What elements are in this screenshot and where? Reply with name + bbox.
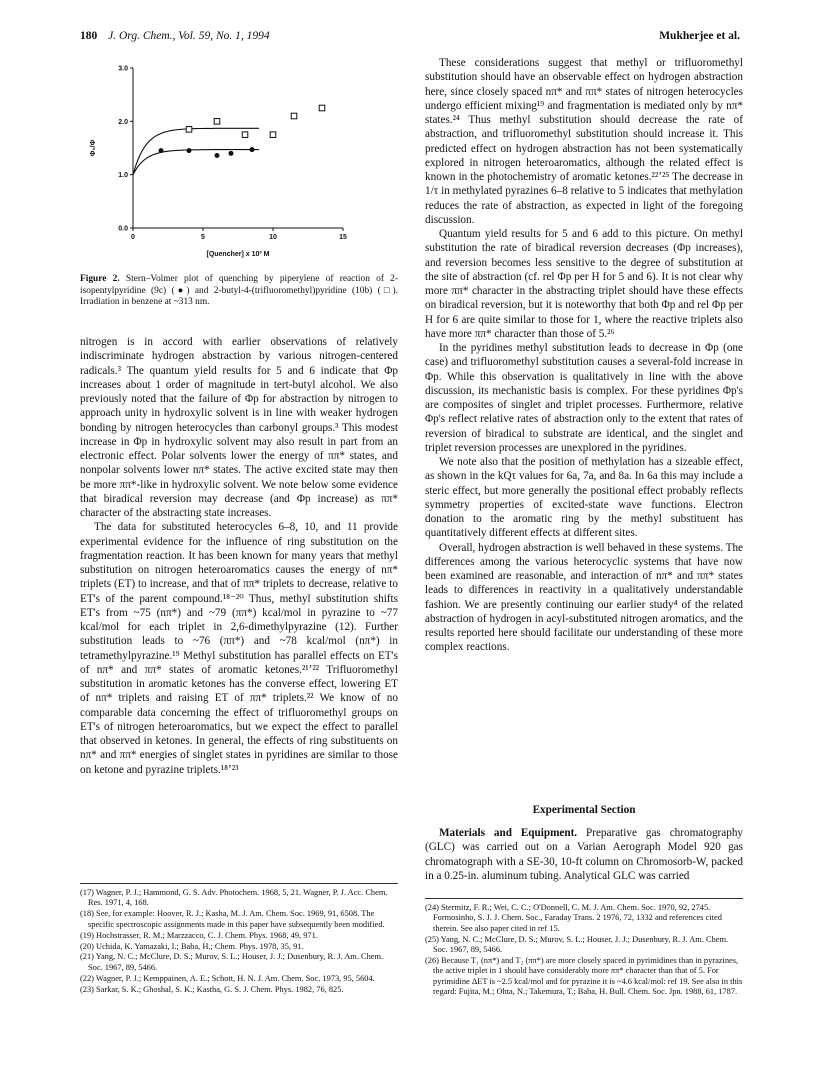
x-tick-label: 15	[339, 234, 347, 241]
data-point-filled-circle	[229, 151, 234, 156]
journal-citation: J. Org. Chem., Vol. 59, No. 1, 1994	[108, 30, 270, 42]
left-column	[80, 335, 398, 777]
page-number: 180	[80, 30, 98, 42]
y-tick-label: 3.0	[118, 65, 128, 73]
data-point-open-square	[242, 132, 248, 138]
y-tick-label: 0.0	[118, 225, 128, 233]
footnote-item: (20) Uchida, K. Yamazaki, I.; Baba, H.; Chem. Phys. 1978, 35, 91.	[80, 941, 304, 951]
right-paragraph-1: These considerations suggest that methyl or trifluoromethyl substitution should have an observable effect on hydrogen abstraction here, since closely spaced nπ* and ππ* states of nitrogen heterocycles undergo efficient mixing¹⁹ and fragmentation is mediated only by nπ* states.²⁴ Thus methyl substitution should decrease the rate of abstraction, and trifluoromethyl substitution should increase it. This predicted effect on hydrogen abstraction has not been systematically explored in nitrogen heteroaromatics, although the related effect is known in the photochemistry of aromatic ketones.²²ʼ²⁵ The decrease in 1/τ in methylated pyrazines 6–8 relative to 5 indicates that methylation reduces the rate of abstraction, as expected in light of the foregoing discussion.	[425, 57, 743, 226]
data-point-open-square	[270, 132, 276, 138]
footnote-item: (21) Yang, N. C.; McClure, D. S.; Murov, S. L.; Houser, J. J.; Dusenbury, R. J. Am. Chem. Soc. 1967, 89, 5466.	[80, 952, 384, 972]
caption-label: Figure 2.	[80, 274, 120, 284]
section-heading: Experimental Section	[532, 804, 636, 816]
footnote-item: (24) Stermitz, F. R.; Wei, C. C.; O'Donnell, C. M. J. Am. Chem. Soc. 1970, 92, 2745. Formosinho, S. J. J. Chem. Soc., Faraday Trans. 2 1976, 72, 1332 and references cited therein. See also paper cited in ref 15.	[425, 903, 722, 933]
footnotes-right	[425, 898, 743, 998]
figure-caption	[80, 274, 398, 309]
footnote-item: (19) Hochstrasser, R. M.; Marzzacco, C. J. Chem. Phys. 1968, 49, 971.	[80, 930, 318, 940]
fit-curve	[133, 150, 259, 175]
stern-volmer-plot	[80, 56, 398, 274]
header-left	[80, 30, 270, 42]
footnote-item: (18) See, for example: Hoover, R. J.; Kasha, M. J. Am. Chem. Soc. 1969, 91, 6508. The specific spectroscopic assignments made in this paper have subsequently been modified.	[80, 909, 385, 929]
right-paragraph-3: In the pyridines methyl substitution leads to decrease in Φp (one case) and trifluoromethyl substitution causes a several-fold increase in Φp. While this observation is qualitatively in line with the above discussion, its mechanistic basis is complex. For these pyridines Φp's are composites of singlet and triplet processes. Furthermore, relative Φp's reflect relative rates of abstraction only to the extent that rates of reversion of biradical to substrate are identical, and the singlet and triplet reversion processes are unexplored in the pyridines.	[425, 342, 743, 454]
data-point-filled-circle	[187, 148, 192, 153]
data-point-filled-circle	[159, 148, 164, 153]
running-authors: Mukherjee et al.	[659, 30, 740, 42]
caption-text: Stern–Volmer plot of quenching by piperylene of reaction of 2-isopentylpyridine (9c) (●) and 2-butyl-4-(trifluoromethyl)pyridine (10b) (□). Irradiation in benzene at ~313 nm.	[80, 274, 398, 307]
data-point-filled-circle	[250, 147, 255, 152]
footnote-item: (26) Because T₁ (nπ*) and T₂ (ππ*) are more closely spaced in pyrimidines than in pyrazines, the active triplet in 1 should have considerably more ππ* character than that of 5. For pyrimidine ΔET is ~2.5 kcal/mol and for pyrazine it is ~4.6 kcal/mol: ref 19. See also in this regard: Fujita, M.; Ohta, N.; Takemura, T.; Baba, H. Bull. Chem. Soc. Jpn. 1988, 61, 1787.	[425, 956, 743, 997]
data-point-open-square	[319, 105, 325, 111]
x-tick-label: 10	[269, 234, 277, 241]
x-tick-label: 0	[131, 234, 135, 241]
figure-2-chart	[80, 56, 398, 274]
right-paragraph-5: Overall, hydrogen abstraction is well behaved in these systems. The differences among the various heterocyclic systems that have now been examined are reasonable, and interaction of nπ* and ππ* states leads to differences in reactivity in a qualitatively understandable fashion. We are presently continuing our earlier study⁴ of the related abstraction of hydrogen in acyl-substituted nitrogen aromatics, and the results reported here should facilitate our understanding of these more complex reactions.	[425, 541, 743, 654]
footnotes-left	[80, 883, 398, 996]
data-point-filled-circle	[215, 153, 220, 158]
left-paragraph-2: The data for substituted heterocycles 6–8, 10, and 11 provide experimental evidence for the influence of ring substitution on the fragmentation reaction. It has been known for many years that methyl substitution on nitrogen heteroaromatics causes the energy of nπ* triplets (ET) to increase, and that of ππ* triplets to decrease, relative to ET's of the parent compound.¹⁸⁻²⁰ Thus, methyl substitution shifts ET's from ~75 (nπ*) and ~79 (ππ*) kcal/mol in pyrazine to ~77 kcal/mol for each triplet in 2,6-dimethylpyrazine (12). Further substitution leads to ~76 (ππ*) and ~78 kcal/mol (nπ*) in tetramethylpyrazine.¹⁹ Methyl substitution has parallel effects on ET's of nπ* and ππ* states of aromatic ketones.²¹ʼ²² Trifluoromethyl substitution in aromatic ketones has the converse effect, lowering ET of nπ* triplets and raising ET of ππ* triplets.²² We know of no comparable data concerning the effect of trifluoromethyl groups on ET's of nitrogen heteroaromatics, but we expect the effect to parallel that observed in ketones. In general, the effects of ring substituents on nπ* and ππ* energies of singlet states in pyridines are similar to those on ketone and pyrazine triplets.¹⁸ʼ²³	[80, 521, 398, 776]
x-tick-label: 5	[201, 234, 205, 241]
footnote-item: (22) Wagner, P. J.; Kemppainen, A. E.; Schott, H. N. J. Am. Chem. Soc. 1973, 95, 5604.	[80, 973, 375, 983]
right-paragraph-4: We note also that the position of methylation has a sizeable effect, as shown in the kQτ values for 6a, 7a, and 8a. In 6a this may include a steric effect, but more generally the positional effect probably reflects symmetry properties of excited-state wave functions. Electron donation to the aromatic ring by the methyl substituent has quantitatively different effects at different sites.	[425, 456, 743, 540]
y-tick-label: 2.0	[118, 118, 128, 126]
experimental-text: Preparative gas chromatography (GLC) was carried out on a Varian Aerograph Model 920 gas chromatograph with a SE-30, 10-ft column on Chromosorb-W, packed in a 0.25-in. aluminum tubing. Analytical GLC was carried	[425, 827, 744, 882]
right-column	[425, 56, 743, 655]
fit-curve	[133, 128, 259, 174]
footnote-item: (25) Yang, N. C.; McClure, D. S.; Murov, S. L.; Houser, J. J.; Dusenbury, R. J. Am. Chem. Soc. 1967, 89, 5466.	[425, 934, 729, 955]
right-paragraph-2: Quantum yield results for 5 and 6 add to this picture. On methyl substitution the rate of biradical reversion decreases (Φp increases), and reversion becomes less sensitive to the degree of substitution at the site of abstraction (cf. rel Φp per H for 5 and 6). It is not clear why more ππ* character in the abstracting triplet should have these effects on biradical reversion, but it is noteworthy that both Φp and rel Φp per H for 6 are quite similar to those for 1, where the reactive triplets also have more ππ* character than those of 5.²⁶	[425, 228, 743, 340]
data-point-open-square	[291, 113, 297, 119]
footnote-item: (17) Wagner, P. J.; Hammond, G. S. Adv. Photochem. 1968, 5, 21. Wagner, P. J. Acc. Chem. Res. 1971, 4, 168.	[80, 888, 388, 908]
data-point-open-square	[214, 119, 220, 125]
page-header	[80, 30, 740, 48]
x-axis-label: [Quencher] x 10³ M	[206, 251, 270, 258]
footnote-item: (23) Sarkar, S. K.; Ghoshal, S. K.; Kastha, G. S. J. Chem. Phys. 1982, 76, 825.	[80, 984, 344, 994]
data-point-open-square	[186, 127, 192, 133]
experimental-paragraph	[425, 826, 743, 883]
run-in-heading: Materials and Equipment.	[439, 827, 578, 839]
y-tick-label: 1.0	[118, 172, 128, 180]
y-axis-label: Φ₀/Φ	[90, 139, 97, 157]
left-paragraph-1: nitrogen is in accord with earlier observations of relatively indiscriminate hydrogen abstraction by various nitrogen-centered radicals.³ The quantum yield results for 5 and 6 indicate that Φp increases about 1 order of magnitude in tert-butyl alcohol. We also previously noted that the failure of Φp for abstraction by nitrogen to approach unity in hydroxylic solvent is in line with weaker hydrogen bonding by nitrogen heterocycles than carbonyl groups.³ This modest increase in Φp in hydroxylic solvent may also result in part from an electronic effect. Polar solvents lower the energy of ππ* states, and nonpolar solvents lower nπ* states. The active excited state may then be more ππ*-like in hydroxylic solvent. We note below some evidence that biradical reversion may decrease (and Φp increase) as ππ* character of the abstracting state increases.	[80, 336, 398, 519]
